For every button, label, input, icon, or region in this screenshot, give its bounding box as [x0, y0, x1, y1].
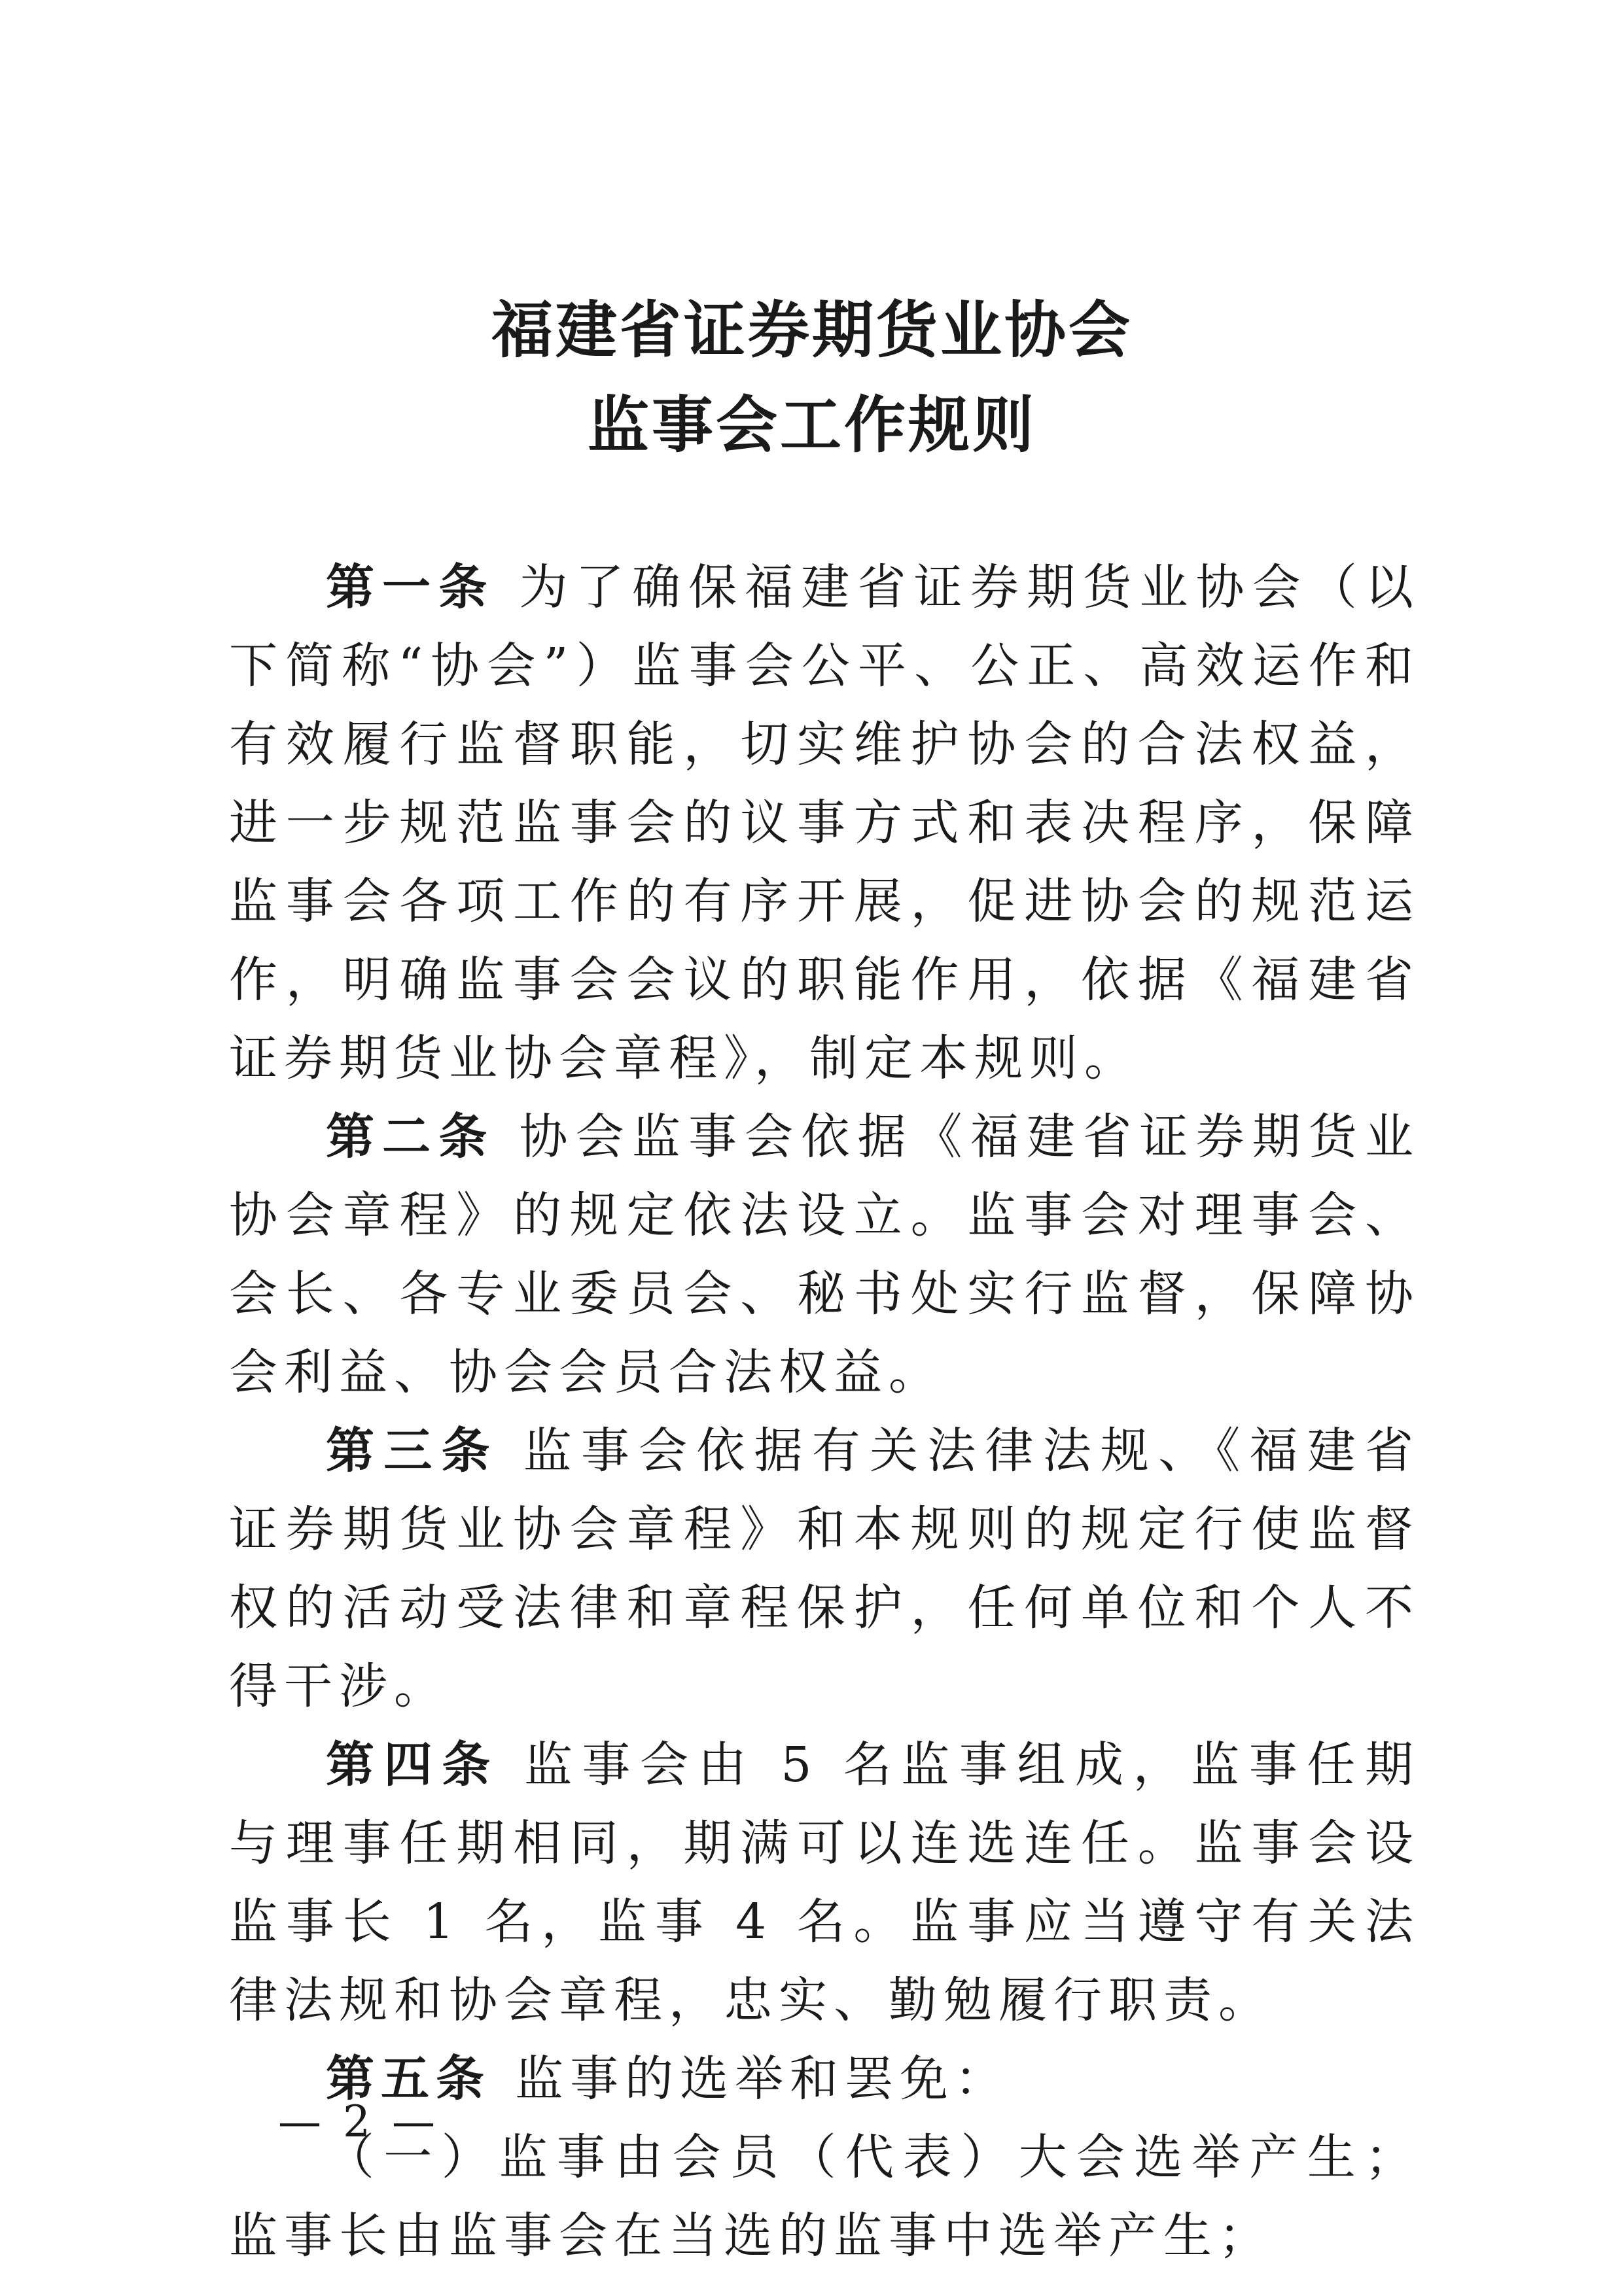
article-paragraph — [229, 1098, 1420, 1412]
document-title-line-2: 监事会工作规则 — [587, 389, 1036, 461]
article-number: 第四条 — [326, 1737, 500, 1793]
article-number: 第五条 — [326, 2051, 491, 2107]
page-number: — 2 — — [278, 2096, 439, 2147]
article-text: 监事的选举和罢免： — [515, 2051, 1010, 2107]
document-title-line-1: 福建省证券期货业协会 — [491, 294, 1133, 366]
article-paragraph — [229, 1412, 1420, 1726]
clause-text: （一）监事由会员（代表）大会选举产生；监事长由监事会在当选的监事中选举产生； — [229, 2129, 1420, 2264]
article-number: 第二条 — [326, 1109, 495, 1165]
article-text: 为了确保福建省证券期货业协会（以下简称“协会”）监事会公平、公正、高效运作和有效履行监督职能，切实维护协会的合法权益，进一步规范监事会的议事方式和表决程序，保障监事会各项工作的有序开展，促进协会的规范运作，明确监事会会议的职能作用，依据《福建省证券期货业协会章程》，制定本规则。 — [229, 559, 1420, 1087]
article-number: 第三条 — [326, 1423, 499, 1479]
article-number: 第一条 — [326, 559, 495, 616]
article-text: 协会监事会依据《福建省证券期货业协会章程》的规定依法设立。监事会对理事会、会长、各专业委员会、秘书处实行监督，保障协会利益、协会会员合法权益。 — [229, 1109, 1420, 1400]
document-body — [229, 548, 1420, 2275]
article-text: 监事会由 5 名监事组成，监事任期与理事任期相同，期满可以连选连任。监事会设监事长 1 名，监事 4 名。监事应当遵守有关法律法规和协会章程，忠实、勤勉履行职责。 — [229, 1737, 1420, 2028]
article-text: 监事会依据有关法律法规、《福建省证券期货业协会章程》和本规则的规定行使监督权的活动受法律和章程保护，任何单位和个人不得干涉。 — [229, 1423, 1421, 1714]
article-paragraph — [229, 1726, 1420, 2040]
article-paragraph — [229, 548, 1420, 1098]
